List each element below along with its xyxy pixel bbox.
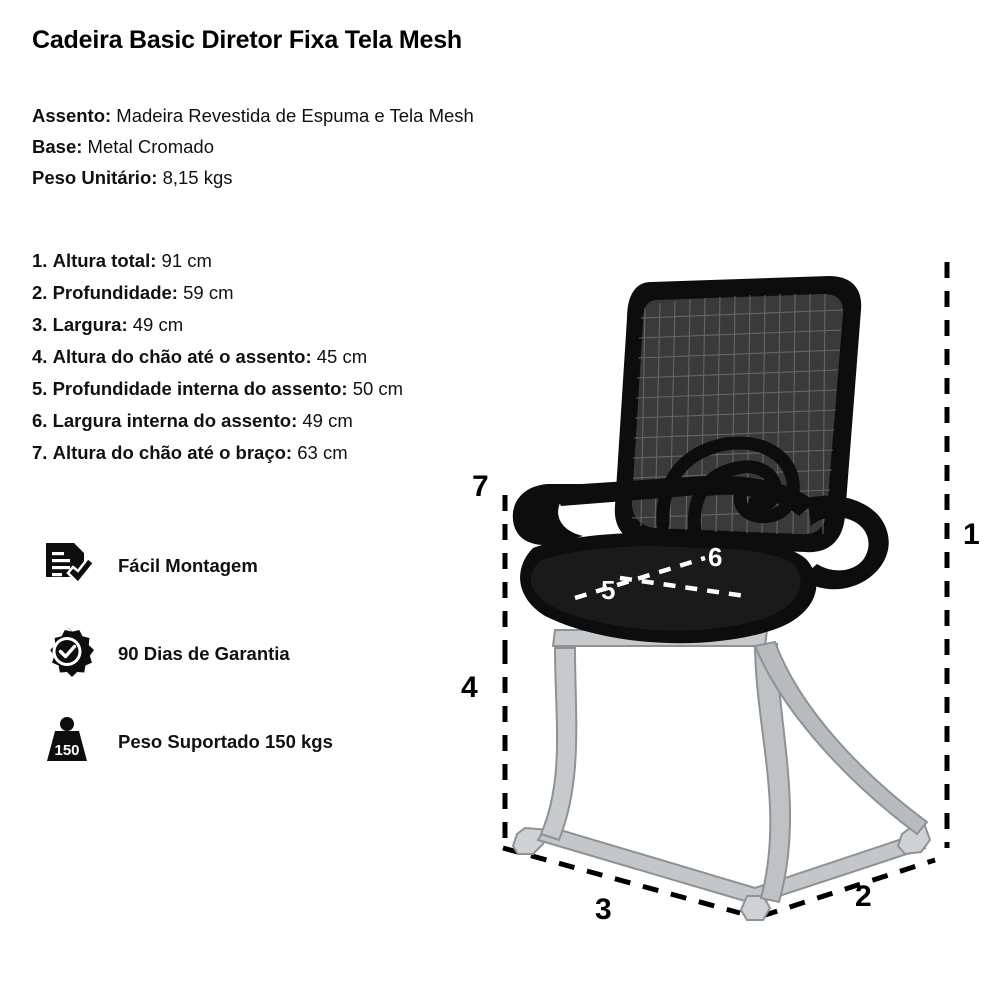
feature-item-easy-assembly	[38, 522, 458, 610]
spec-label: Assento:	[32, 105, 112, 126]
dimension-label-2: 2	[855, 880, 872, 913]
measurement-number: 1.	[32, 250, 48, 271]
measurement-label: Largura interna do assento:	[52, 410, 298, 431]
measurement-value: 63 cm	[297, 442, 348, 463]
chair-diagram	[455, 248, 1000, 948]
spec-label: Peso Unitário:	[32, 167, 158, 188]
measurement-value: 49 cm	[132, 314, 184, 335]
spec-row	[32, 162, 592, 193]
dimension-label-5: 5	[601, 575, 616, 605]
measurement-value: 59 cm	[183, 282, 234, 303]
measurement-label: Largura:	[52, 314, 128, 335]
measurement-label: Altura do chão até o braço:	[52, 442, 293, 463]
spec-value: Metal Cromado	[87, 136, 214, 157]
spec-list	[32, 100, 592, 193]
spec-row	[32, 100, 592, 131]
measurement-label: Altura total:	[52, 250, 157, 271]
measurement-value: 50 cm	[352, 378, 404, 399]
measurement-number: 4.	[32, 346, 48, 367]
feature-item-warranty	[38, 610, 458, 698]
dimension-label-3: 3	[595, 893, 612, 926]
page-title: Cadeira Basic Diretor Fixa Tela Mesh	[32, 26, 463, 54]
weight-150-icon	[38, 713, 96, 771]
feature-label: Peso Suportado 150 kgs	[118, 731, 333, 752]
dimension-label-4: 4	[461, 671, 478, 704]
measurement-number: 7.	[32, 442, 48, 463]
document-check-icon	[38, 537, 96, 595]
measurement-value: 45 cm	[316, 346, 368, 367]
spec-value: 8,15 kgs	[162, 167, 233, 188]
warranty-seal-check-icon	[38, 625, 96, 683]
dimension-label-7: 7	[472, 470, 489, 503]
feature-label: Fácil Montagem	[118, 555, 258, 576]
spec-row	[32, 131, 592, 162]
feature-list	[38, 522, 458, 786]
measurement-number: 3.	[32, 314, 48, 335]
spec-value: Madeira Revestida de Espuma e Tela Mesh	[116, 105, 474, 126]
feature-item-weight-capacity	[38, 698, 458, 786]
measurement-number: 2.	[32, 282, 48, 303]
measurement-number: 6.	[32, 410, 48, 431]
measurement-label: Profundidade:	[52, 282, 178, 303]
measurement-label: Profundidade interna do assento:	[52, 378, 348, 399]
dimension-label-1: 1	[963, 518, 980, 551]
feature-label: 90 Dias de Garantia	[118, 643, 290, 664]
spec-label: Base:	[32, 136, 83, 157]
measurement-value: 91 cm	[161, 250, 212, 271]
measurement-number: 5.	[32, 378, 48, 399]
measurement-value: 49 cm	[302, 410, 353, 431]
measurement-label: Altura do chão até o assento:	[52, 346, 312, 367]
svg-text:150: 150	[54, 742, 80, 759]
chair-illustration	[455, 248, 1000, 948]
chrome-base	[513, 630, 930, 920]
dimension-label-6: 6	[708, 542, 723, 572]
